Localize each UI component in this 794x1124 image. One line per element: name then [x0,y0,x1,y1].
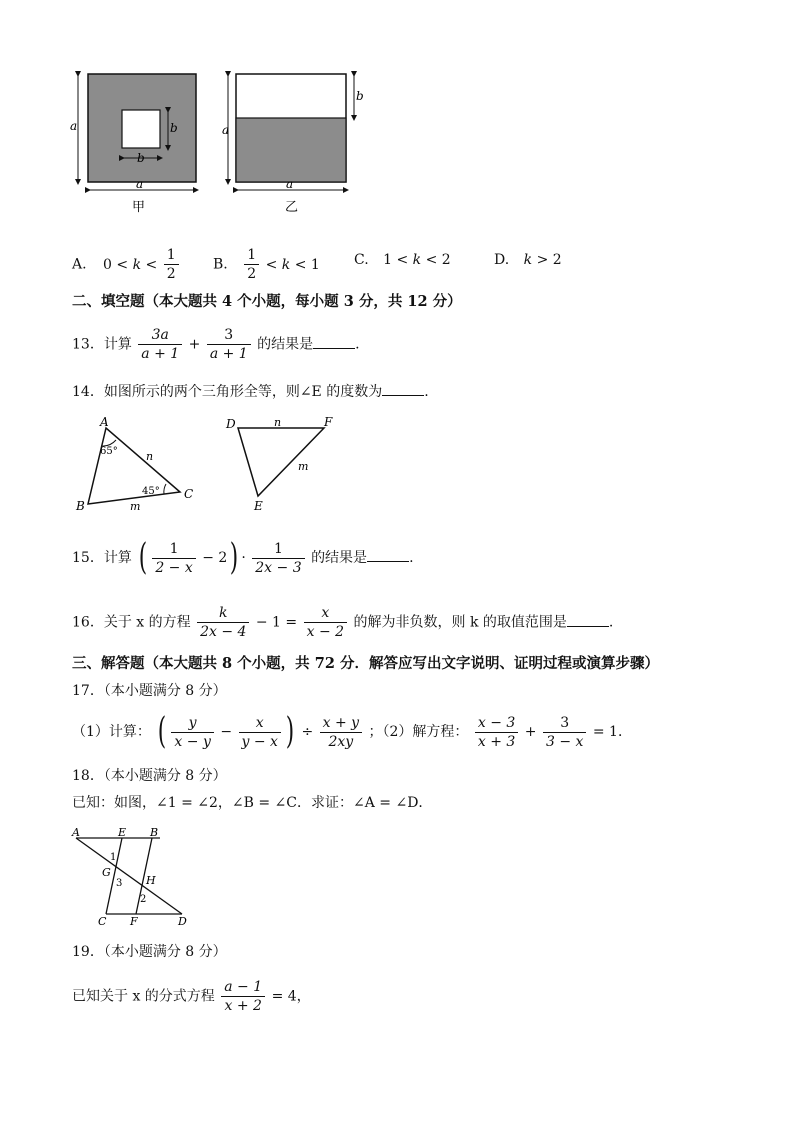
option-d-letter: D. [494,252,510,268]
option-c: C. 1 < k < 2 [354,252,451,268]
tri1-B: B [76,499,85,513]
q18-n2: 2 [140,894,147,905]
triangles-figure [72,414,352,514]
yi-label-b-right: b [356,89,364,103]
tri1-m: m [130,500,141,513]
q18-E: E [118,826,127,839]
tri1-C: C [184,487,194,501]
q18-figure [70,826,200,930]
option-d: D. k > 2 [494,252,562,268]
jia-label-b-bottom: b [137,151,145,165]
option-b: B. $\frac{1}{2}$ < k < 1 [213,247,320,282]
jia-label-b-right: b [170,121,178,135]
option-a: A. 0 < k < $\frac{1}{2}$ [72,246,181,283]
jia-caption: 甲 [132,200,146,215]
answer-blank-13[interactable] [313,334,355,349]
q18-H: H [146,874,156,887]
question-16: 16．关于 x 的方程 $\frac{k}{2x - 4}$ − 1 = $\frac{x}{x - 2}$ 的解为非负数，则 k 的取值范围是 . [72,605,614,640]
yi-label-a-bottom: a [286,177,294,191]
tri2-F: F [324,415,333,429]
section2-title: 二、填空题（本大题共 4 个小题，每小题 3 分，共 12 分） [72,293,462,310]
option-c-letter: C. [354,252,369,268]
answer-blank-15[interactable] [367,547,409,562]
question-15: 15．计算 ( $\frac{1}{2 - x}$ − 2) · $\frac{1}{2x - 3}$ 的结果是 . [72,537,414,578]
question-14: 14．如图所示的两个三角形全等，则∠E 的度数为 . [72,381,429,402]
answer-blank-16[interactable] [567,612,609,627]
q18-C: C [98,915,107,928]
tri1-A: A [100,415,109,429]
answer-blank-14[interactable] [382,381,424,396]
figure-jia [70,68,205,218]
q18-F: F [130,915,138,928]
tri2-m: m [298,460,309,473]
yi-label-a-left: a [222,123,230,137]
option-b-letter: B. [213,256,228,273]
q18-n3: 3 [116,878,123,889]
tri2-E: E [254,499,263,513]
question-18-text: 已知：如图，∠1 = ∠2，∠B = ∠C．求证：∠A = ∠D． [72,795,433,811]
section3-title: 三、解答题（本大题共 8 个小题，共 72 分．解答应写出文字说明、证明过程或演算步骤） [72,655,659,672]
q18-B: B [150,826,159,839]
tri2-D: D [226,417,236,431]
q18-A: A [72,826,80,839]
figure-yi [222,68,367,218]
question-19-body: 已知关于 x 的分式方程 $\frac{a - 1}{x + 2}$ = 4， [72,979,311,1014]
jia-label-a-left: a [70,119,78,133]
question-13: 13．计算 $\frac{3a}{a + 1}$ + $\frac{3}{a + 1}$ 的结果是 . [72,327,360,362]
jia-label-a-bottom: a [136,177,144,191]
q18-D: D [178,915,187,928]
tri1-n: n [146,450,154,463]
q18-n1: 1 [110,852,117,863]
question-17-header: 17．（本小题满分 8 分） [72,683,227,699]
yi-caption: 乙 [285,200,299,215]
question-18-header: 18．（本小题满分 8 分） [72,768,227,784]
option-a-letter: A. [72,256,87,273]
tri1-angleC: 45° [142,486,160,497]
q18-G: G [102,866,111,879]
tri1-angleA: 65° [100,446,118,457]
question-19-header: 19．（本小题满分 8 分） [72,944,227,960]
tri2-n: n [274,416,282,429]
question-17-body: （1）计算： ( $\frac{y}{x - y}$ − $\frac{x}{y - x}$ ) ÷ $\frac{x + y}{2xy}$ ；（2）解方程： $\frac{x - 3}{x + 3}$ + $\frac{3}{3 - x}$ = 1． [72,711,632,752]
